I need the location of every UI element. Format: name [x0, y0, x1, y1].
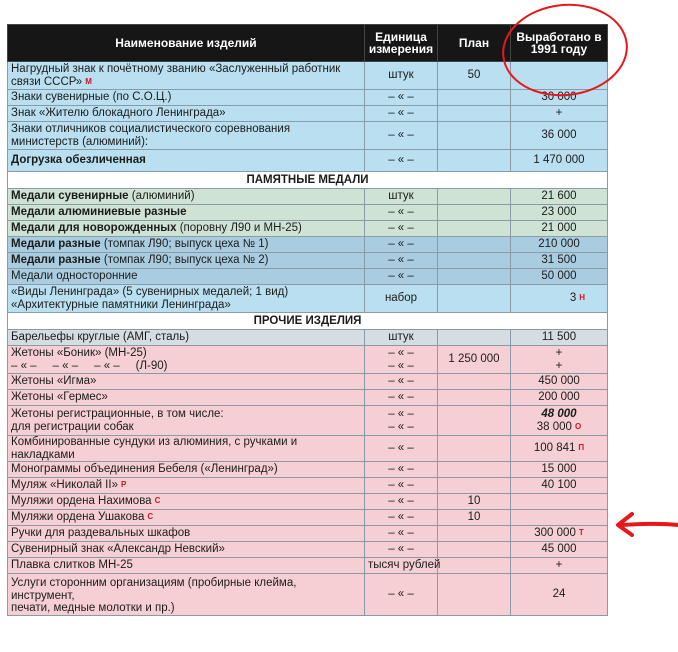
header-name: Наименование изделий — [8, 25, 365, 62]
table-row: Нагрудный знак к почётному званию «Заслуженный работник связи СССР» $^М$ штук 50 — [8, 62, 608, 90]
table-row: Знаки сувенирные (по С.О.Ц.) – « – 30 000 — [8, 90, 608, 106]
footnote-mark: Р — [120, 480, 127, 490]
table-row: Знаки отличников социалистического соревнования министерств (алюминий): – « – 36 000 — [8, 122, 608, 150]
header-unit: Единица измерения — [365, 25, 438, 62]
table-row: Плавка слитков МН-25 тысяч рублей + — [8, 558, 608, 574]
table-row: Медали разные (томпак Л90; выпуск цеха № 2) – « – 31 500 — [8, 253, 608, 269]
table-row: Услуги сторонним организациям (пробирные клейма, инструмент, печати, медные молотки и пр.) – « – 24 — [8, 574, 608, 616]
document-table — [7, 24, 607, 616]
footnote-mark: Т — [578, 528, 584, 538]
table-row: Медали односторонние – « – 50 000 — [8, 269, 608, 285]
table-row: Сувенирный знак «Александр Невский» – « – 45 000 — [8, 542, 608, 558]
table-row: Жетоны регистрационные, в том числе: для регистрации собак – « – – « – 48 000 38 000 $^О$ — [8, 406, 608, 436]
footnote-mark: Н — [579, 293, 585, 303]
table-row: Жетоны «Боник» (МН-25) – « – – « – – « – (Л-90) – « – – « – 1 250 000 + + — [8, 346, 608, 374]
table-row: Муляжи ордена Ушакова $^С$ – « – 10 — [8, 510, 608, 526]
header-output: Выработано в 1991 году — [511, 25, 608, 62]
footnote-mark: М — [85, 76, 92, 86]
table-row: Медали для новорожденных (поровну Л90 и МН-25) – « – 21 000 — [8, 221, 608, 237]
table-row: Комбинированные сундуки из алюминия, с ручками и накладками – « – 100 841 $^П$ — [8, 436, 608, 462]
table-row: «Виды Ленинграда» (5 сувенирных медалей; 1 вид) «Архитектурные памятники Ленинграда» набор 3 $^Н$ — [8, 285, 608, 313]
table-row: Жетоны «Гермес» – « – 200 000 — [8, 390, 608, 406]
section-header: ПРОЧИЕ ИЗДЕЛИЯ — [8, 313, 608, 330]
arrow-left-icon — [612, 508, 678, 540]
table-row: Медали разные (томпак Л90; выпуск цеха № 1) – « – 210 000 — [8, 237, 608, 253]
header-plan: План — [438, 25, 511, 62]
table-row: Муляж «Николай II» $^Р$ – « – 40 100 — [8, 478, 608, 494]
table-row: Медали сувенирные (алюминий) штук 21 600 — [8, 189, 608, 205]
footnote-mark: С — [154, 496, 161, 506]
table-row: Барельефы круглые (АМГ, сталь) штук 11 500 — [8, 330, 608, 346]
table-row: Ручки для раздевальных шкафов – « – 300 000 $^Т$ — [8, 526, 608, 542]
table-row: Монограммы объединения Бебеля («Ленинград») – « – 15 000 — [8, 462, 608, 478]
section-header: ПАМЯТНЫЕ МЕДАЛИ — [8, 172, 608, 189]
table-row: Муляжи ордена Нахимова $^С$ – « – 10 — [8, 494, 608, 510]
table-row: Медали алюминиевые разные – « – 23 000 — [8, 205, 608, 221]
table-row: Жетоны «Игма» – « – 450 000 — [8, 374, 608, 390]
footnote-mark: П — [578, 443, 585, 453]
footnote-mark: О — [574, 421, 582, 431]
table-row: Догрузка обезличенная – « – 1 470 000 — [8, 150, 608, 172]
table-row: Знак «Жителю блокадного Ленинграда» – « – + — [8, 106, 608, 122]
footnote-mark: С — [147, 512, 154, 522]
